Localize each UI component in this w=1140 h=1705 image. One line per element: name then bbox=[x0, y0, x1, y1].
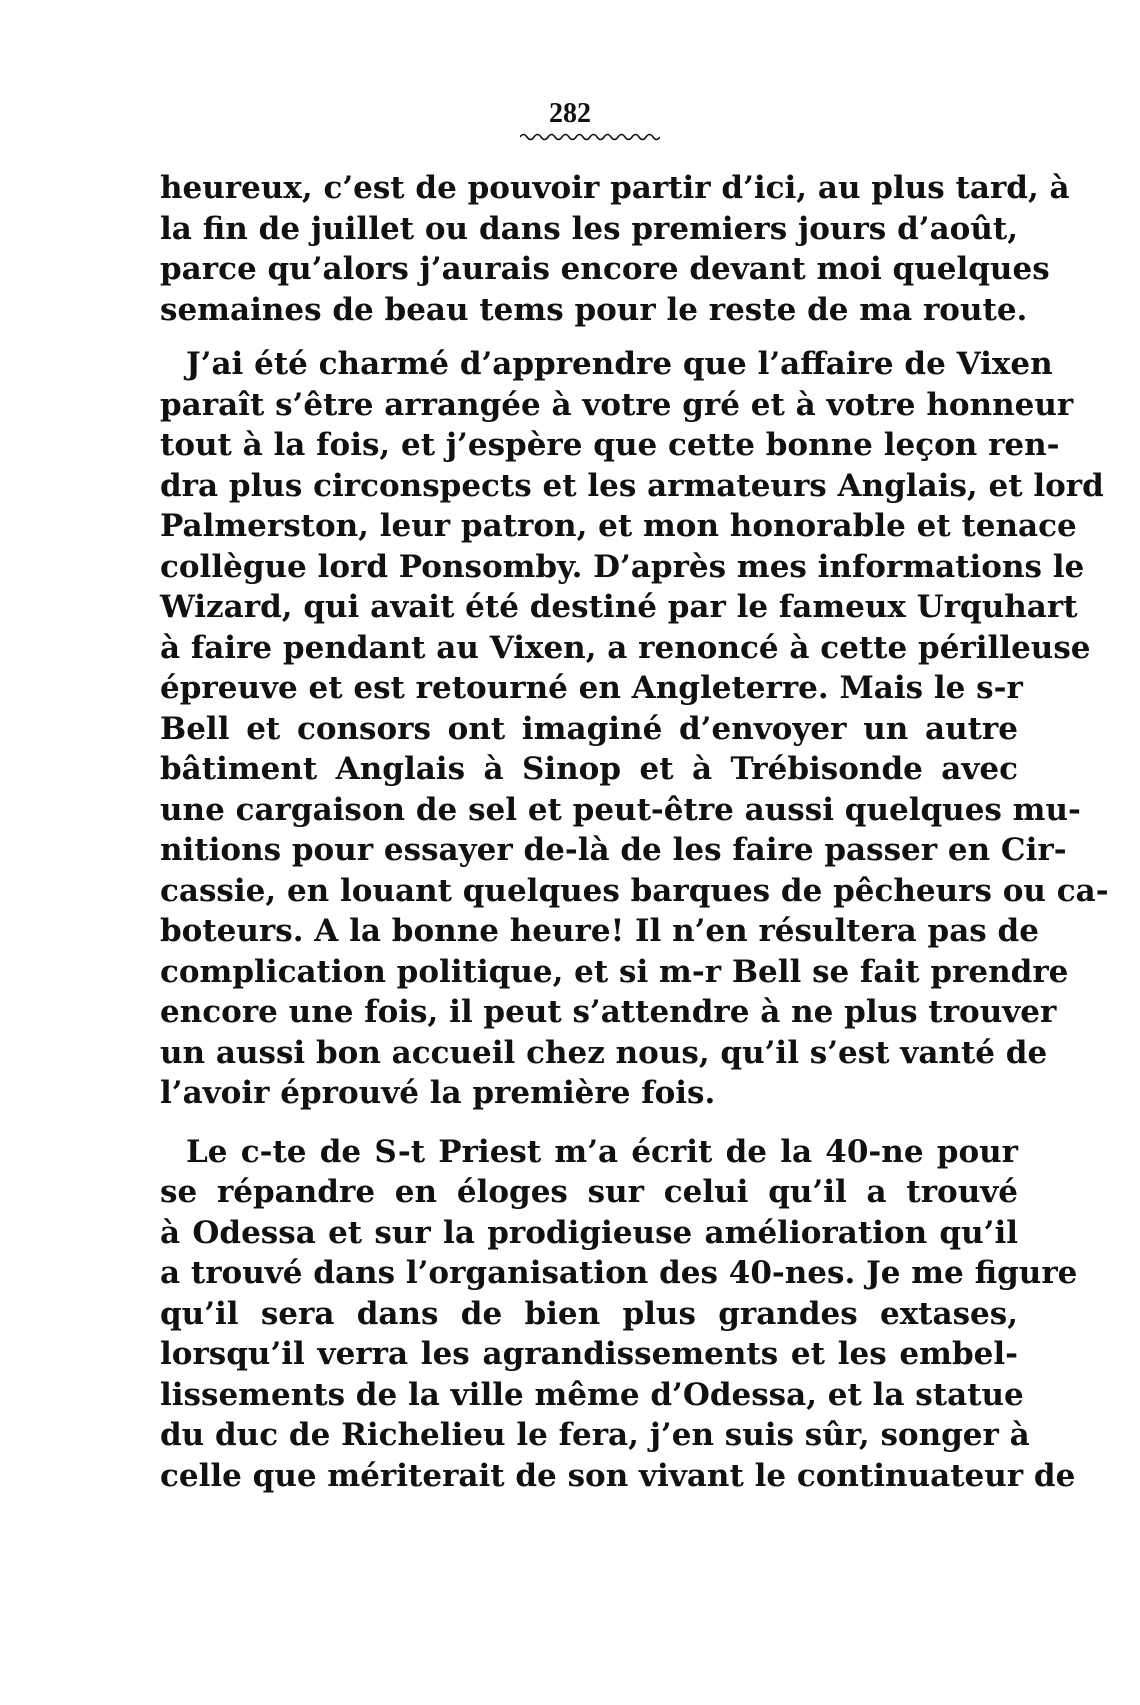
text-line: du duc de Richelieu le fera, j’en suis sûr, songer à bbox=[160, 1417, 1030, 1453]
text-line: bâtiment Anglais à Sinop et à Trébisonde avec bbox=[160, 751, 1018, 787]
text-line: parce qu’alors j’aurais encore devant moi quelques bbox=[160, 251, 1050, 287]
text-line: la fin de juillet ou dans les premiers jours d’août, bbox=[160, 210, 1018, 247]
text-line: lissements de la ville même d’Odessa, et la statue bbox=[160, 1376, 1024, 1413]
text-line: complication politique, et si m-r Bell se fait prendre bbox=[160, 953, 1069, 990]
paragraph-1 bbox=[160, 168, 1070, 330]
text-line: dra plus circonspects et les armateurs Anglais, et lord bbox=[160, 467, 1104, 504]
paragraph-3 bbox=[160, 1132, 1078, 1497]
page-number: 282 bbox=[549, 98, 591, 129]
decorative-rule bbox=[520, 132, 660, 142]
text-line: encore une fois, il peut s’attendre à ne plus trouver bbox=[160, 994, 1057, 1030]
text-line: nitions pour essayer de-là de les faire passer en Cir- bbox=[160, 832, 1067, 868]
text-line: un aussi bon accueil chez nous, qu’il s’est vanté de bbox=[160, 1034, 1048, 1071]
text-line: paraît s’être arrangée à votre gré et à votre honneur bbox=[160, 386, 1074, 423]
text-line: a trouvé dans l’organisation des 40-nes. Je me figure bbox=[160, 1255, 1078, 1291]
body-text bbox=[160, 168, 1109, 1496]
text-line: Bell et consors ont imaginé d’envoyer un autre bbox=[160, 710, 1018, 747]
text-line: heureux, c’est de pouvoir partir d’ici, au plus tard, à bbox=[160, 170, 1070, 206]
text-line: l’avoir éprouvé la première fois. bbox=[160, 1075, 716, 1111]
text-line: épreuve et est retourné en Angleterre. Mais le s-r bbox=[160, 670, 1023, 706]
text-line: tout à la fois, et j’espère que cette bonne leçon ren- bbox=[160, 427, 1060, 463]
text-line: Wizard, qui avait été destiné par le fameux Urquhart bbox=[160, 589, 1078, 625]
text-line: à faire pendant au Vixen, a renoncé à cette périlleuse bbox=[160, 629, 1091, 666]
text-line: boteurs. A la bonne heure! Il n’en résultera pas de bbox=[160, 913, 1039, 949]
text-line: collègue lord Ponsomby. D’après mes informations le bbox=[160, 548, 1085, 585]
text-line: Le c-te de S-t Priest m’a écrit de la 40-ne pour bbox=[186, 1133, 1018, 1170]
text-line: semaines de beau tems pour le reste de ma route. bbox=[160, 291, 1028, 328]
text-line: lorsqu’il verra les agrandissements et les embel- bbox=[160, 1336, 1018, 1372]
text-line: J’ai été charmé d’apprendre que l’affaire de Vixen bbox=[186, 346, 1053, 382]
text-line: Palmerston, leur patron, et mon honorable et tenace bbox=[160, 508, 1077, 544]
text-line: à Odessa et sur la prodigieuse amélioration qu’il bbox=[160, 1214, 1018, 1251]
paragraph-2 bbox=[160, 344, 1109, 1114]
text-line: celle que mériterait de son vivant le continuateur de bbox=[160, 1457, 1076, 1494]
text-line: une cargaison de sel et peut-être aussi quelques mu- bbox=[160, 791, 1081, 828]
text-line: cassie, en louant quelques barques de pêcheurs ou ca- bbox=[160, 872, 1109, 909]
text-line: se répandre en éloges sur celui qu’il a trouvé bbox=[160, 1174, 1018, 1210]
text-line: qu’il sera dans de bien plus grandes extases, bbox=[160, 1295, 1018, 1332]
